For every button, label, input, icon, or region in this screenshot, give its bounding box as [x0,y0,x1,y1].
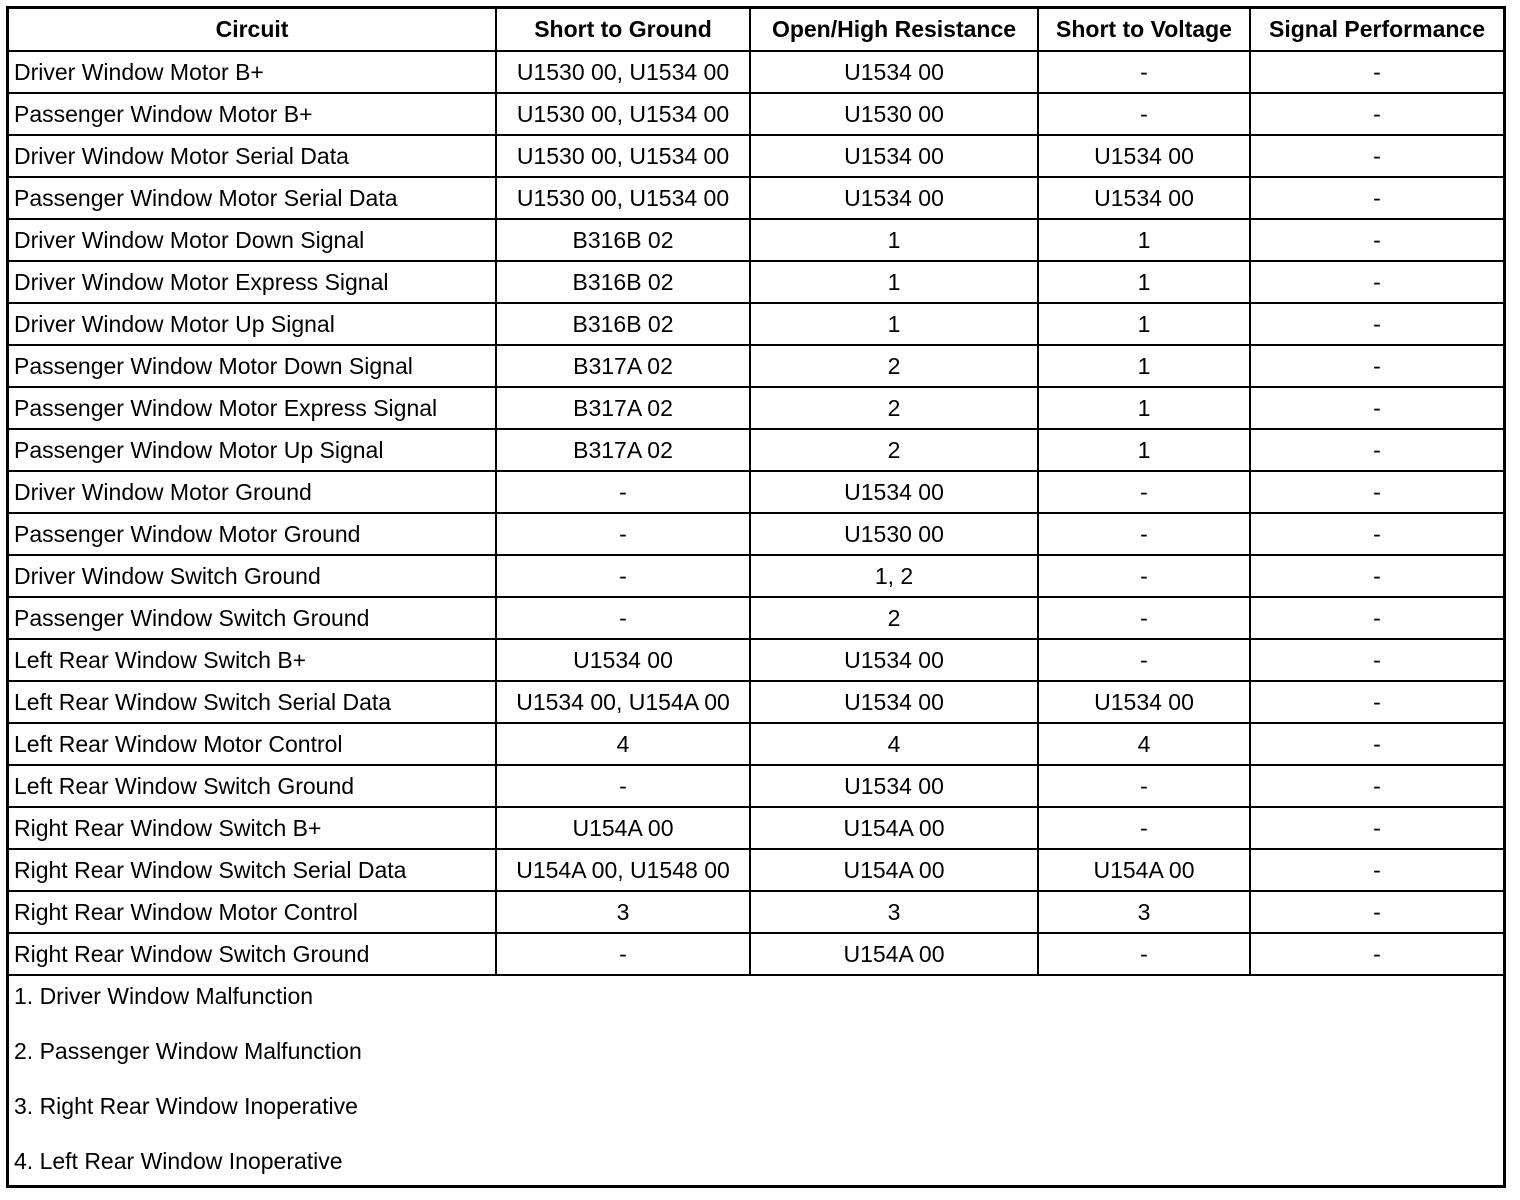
cell-short-to-ground: - [496,597,750,639]
cell-short-to-ground: B316B 02 [496,261,750,303]
cell-signal-performance: - [1250,219,1503,261]
cell-short-to-ground: - [496,765,750,807]
cell-short-to-voltage: - [1038,51,1250,93]
cell-short-to-ground: - [496,933,750,975]
cell-circuit: Passenger Window Motor Express Signal [9,387,496,429]
cell-circuit: Passenger Window Motor Serial Data [9,177,496,219]
cell-signal-performance: - [1250,471,1503,513]
table-row [9,765,1503,807]
cell-signal-performance: - [1250,177,1503,219]
cell-short-to-ground: B317A 02 [496,387,750,429]
table-row [9,597,1503,639]
cell-short-to-voltage: 1 [1038,429,1250,471]
cell-open-high-resistance: 1 [750,219,1038,261]
cell-short-to-ground: 3 [496,891,750,933]
cell-short-to-ground: - [496,555,750,597]
table-body [9,51,1503,975]
cell-circuit: Right Rear Window Switch Serial Data [9,849,496,891]
cell-open-high-resistance: U1534 00 [750,471,1038,513]
cell-open-high-resistance: 4 [750,723,1038,765]
cell-open-high-resistance: U1534 00 [750,177,1038,219]
cell-signal-performance: - [1250,51,1503,93]
cell-short-to-voltage: U1534 00 [1038,135,1250,177]
cell-circuit: Driver Window Motor Up Signal [9,303,496,345]
cell-signal-performance: - [1250,387,1503,429]
table-row [9,219,1503,261]
cell-signal-performance: - [1250,555,1503,597]
cell-open-high-resistance: U154A 00 [750,933,1038,975]
cell-signal-performance: - [1250,891,1503,933]
table-row [9,933,1503,975]
table-row [9,471,1503,513]
cell-short-to-voltage: U154A 00 [1038,849,1250,891]
cell-short-to-voltage: - [1038,933,1250,975]
cell-circuit: Right Rear Window Motor Control [9,891,496,933]
cell-signal-performance: - [1250,681,1503,723]
cell-short-to-ground: U1534 00, U154A 00 [496,681,750,723]
cell-signal-performance: - [1250,849,1503,891]
cell-short-to-ground: U1530 00, U1534 00 [496,177,750,219]
cell-signal-performance: - [1250,303,1503,345]
cell-signal-performance: - [1250,639,1503,681]
cell-signal-performance: - [1250,429,1503,471]
table-row [9,429,1503,471]
cell-circuit: Driver Window Motor B+ [9,51,496,93]
cell-open-high-resistance: U1530 00 [750,93,1038,135]
cell-signal-performance: - [1250,261,1503,303]
cell-open-high-resistance: 2 [750,429,1038,471]
cell-circuit: Left Rear Window Motor Control [9,723,496,765]
cell-short-to-ground: U154A 00, U1548 00 [496,849,750,891]
table-row [9,639,1503,681]
table-row [9,723,1503,765]
cell-short-to-ground: 4 [496,723,750,765]
cell-short-to-voltage: - [1038,471,1250,513]
cell-signal-performance: - [1250,93,1503,135]
cell-open-high-resistance: 2 [750,345,1038,387]
cell-circuit: Right Rear Window Switch Ground [9,933,496,975]
cell-short-to-ground: - [496,471,750,513]
cell-short-to-ground: U1530 00, U1534 00 [496,51,750,93]
table-row [9,387,1503,429]
table-row [9,93,1503,135]
cell-open-high-resistance: 1 [750,303,1038,345]
cell-signal-performance: - [1250,345,1503,387]
cell-short-to-voltage: 1 [1038,219,1250,261]
cell-short-to-ground: U1530 00, U1534 00 [496,135,750,177]
cell-circuit: Left Rear Window Switch B+ [9,639,496,681]
table-row [9,51,1503,93]
cell-circuit: Passenger Window Motor Up Signal [9,429,496,471]
cell-short-to-ground: B317A 02 [496,345,750,387]
cell-circuit: Passenger Window Switch Ground [9,597,496,639]
table-row [9,135,1503,177]
cell-short-to-voltage: - [1038,555,1250,597]
table-header-row [9,9,1503,51]
cell-open-high-resistance: U1534 00 [750,51,1038,93]
table-row [9,345,1503,387]
cell-open-high-resistance: 2 [750,387,1038,429]
header-signal-performance: Signal Performance [1250,9,1503,51]
table-row [9,555,1503,597]
footnote-item: 1. Driver Window Malfunction [14,983,314,1009]
cell-short-to-voltage: 1 [1038,261,1250,303]
cell-short-to-voltage: - [1038,597,1250,639]
cell-short-to-ground: - [496,513,750,555]
table-row [9,177,1503,219]
table-row [9,681,1503,723]
cell-short-to-voltage: - [1038,765,1250,807]
cell-open-high-resistance: U1534 00 [750,639,1038,681]
cell-short-to-voltage: - [1038,807,1250,849]
cell-open-high-resistance: U1534 00 [750,135,1038,177]
cell-open-high-resistance: 1, 2 [750,555,1038,597]
cell-short-to-voltage: 1 [1038,387,1250,429]
cell-circuit: Passenger Window Motor Down Signal [9,345,496,387]
table-row [9,849,1503,891]
cell-circuit: Driver Window Switch Ground [9,555,496,597]
cell-circuit: Left Rear Window Switch Serial Data [9,681,496,723]
cell-signal-performance: - [1250,807,1503,849]
cell-short-to-voltage: - [1038,93,1250,135]
cell-circuit: Left Rear Window Switch Ground [9,765,496,807]
cell-short-to-ground: U1530 00, U1534 00 [496,93,750,135]
cell-circuit: Driver Window Motor Express Signal [9,261,496,303]
cell-short-to-ground: B317A 02 [496,429,750,471]
cell-short-to-voltage: - [1038,639,1250,681]
header-short-to-ground: Short to Ground [496,9,750,51]
cell-short-to-ground: U1534 00 [496,639,750,681]
header-open-high-resistance: Open/High Resistance [750,9,1038,51]
cell-circuit: Passenger Window Motor B+ [9,93,496,135]
cell-short-to-voltage: 4 [1038,723,1250,765]
cell-short-to-ground: B316B 02 [496,303,750,345]
cell-short-to-voltage: U1534 00 [1038,177,1250,219]
cell-signal-performance: - [1250,513,1503,555]
cell-signal-performance: - [1250,723,1503,765]
table-row [9,513,1503,555]
cell-circuit: Passenger Window Motor Ground [9,513,496,555]
cell-short-to-ground: B316B 02 [496,219,750,261]
cell-open-high-resistance: 1 [750,261,1038,303]
cell-short-to-voltage: 1 [1038,303,1250,345]
table-row [9,891,1503,933]
cell-short-to-voltage: U1534 00 [1038,681,1250,723]
cell-open-high-resistance: U1534 00 [750,681,1038,723]
table-row [9,261,1503,303]
dtc-symptom-table-sheet [6,6,1506,1188]
footnotes [9,976,1503,1200]
cell-circuit: Right Rear Window Switch B+ [9,807,496,849]
footnote-item: 3. Right Rear Window Inoperative [14,1093,358,1119]
cell-circuit: Driver Window Motor Down Signal [9,219,496,261]
cell-circuit: Driver Window Motor Serial Data [9,135,496,177]
cell-circuit: Driver Window Motor Ground [9,471,496,513]
footnote-item: 4. Left Rear Window Inoperative [14,1148,343,1174]
cell-open-high-resistance: 2 [750,597,1038,639]
table-row [9,303,1503,345]
cell-open-high-resistance: U1530 00 [750,513,1038,555]
cell-open-high-resistance: U154A 00 [750,807,1038,849]
header-circuit: Circuit [9,9,496,51]
footnote-item: 2. Passenger Window Malfunction [14,1038,362,1064]
cell-signal-performance: - [1250,135,1503,177]
cell-short-to-voltage: - [1038,513,1250,555]
cell-signal-performance: - [1250,933,1503,975]
header-short-to-voltage: Short to Voltage [1038,9,1250,51]
circuit-dtc-table [9,9,1503,976]
cell-short-to-ground: U154A 00 [496,807,750,849]
cell-signal-performance: - [1250,597,1503,639]
cell-signal-performance: - [1250,765,1503,807]
cell-open-high-resistance: U1534 00 [750,765,1038,807]
cell-open-high-resistance: 3 [750,891,1038,933]
cell-short-to-voltage: 1 [1038,345,1250,387]
cell-short-to-voltage: 3 [1038,891,1250,933]
table-row [9,807,1503,849]
cell-open-high-resistance: U154A 00 [750,849,1038,891]
